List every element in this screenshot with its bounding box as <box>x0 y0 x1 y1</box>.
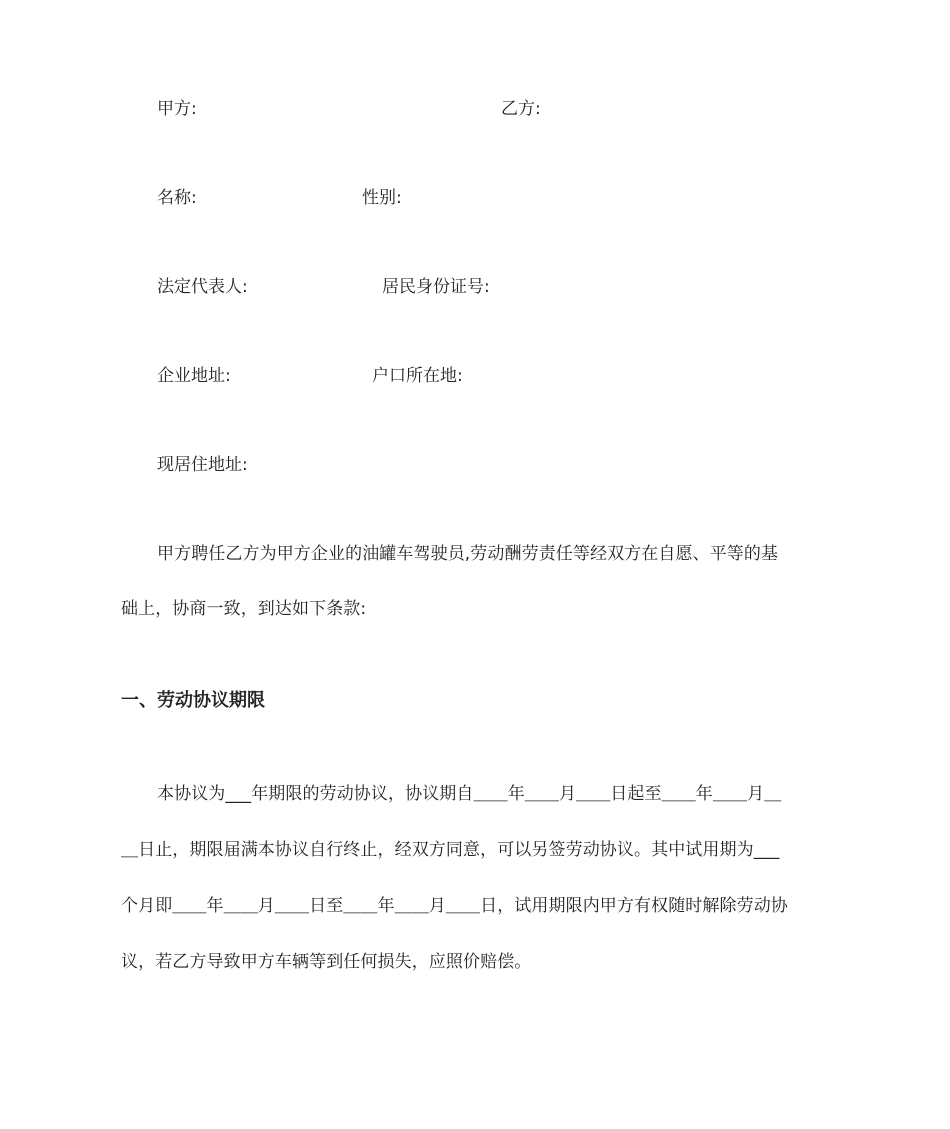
id-number-label: 居民身份证号: <box>382 277 490 297</box>
section-1-line-1: 本协议为___年期限的劳动协议，协议期自＿＿年＿＿月＿＿日起至＿＿年＿＿月＿ <box>157 784 782 804</box>
section-1-line-2: ＿日止，期限届满本协议自行终止，经双方同意，可以另签劳动协议。其中试用期为___ <box>121 840 780 860</box>
intro-line-1: 甲方聘任乙方为甲方企业的油罐车驾驶员,劳动酬劳责任等经双方在自愿、平等的基 <box>157 544 779 564</box>
current-address-label: 现居住地址: <box>157 455 248 475</box>
gender-label: 性别: <box>362 188 402 208</box>
party-b-label: 乙方: <box>501 99 541 119</box>
household-location-label: 户口所在地: <box>372 366 463 386</box>
section-1-heading: 一、劳动协议期限 <box>121 690 265 711</box>
party-a-label: 甲方: <box>157 99 197 119</box>
legal-rep-label: 法定代表人: <box>157 277 248 297</box>
name-label: 名称: <box>157 188 197 208</box>
section-1-line-3: 个月即＿＿年＿＿月＿＿日至＿＿年＿＿月＿＿日，试用期限内甲方有权随时解除劳动协 <box>121 896 788 916</box>
company-address-label: 企业地址: <box>157 366 231 386</box>
section-1-line-4: 议，若乙方导致甲方车辆等到任何损失，应照价赔偿。 <box>121 952 532 972</box>
intro-line-2: 础上，协商一致，到达如下条款: <box>121 599 367 619</box>
